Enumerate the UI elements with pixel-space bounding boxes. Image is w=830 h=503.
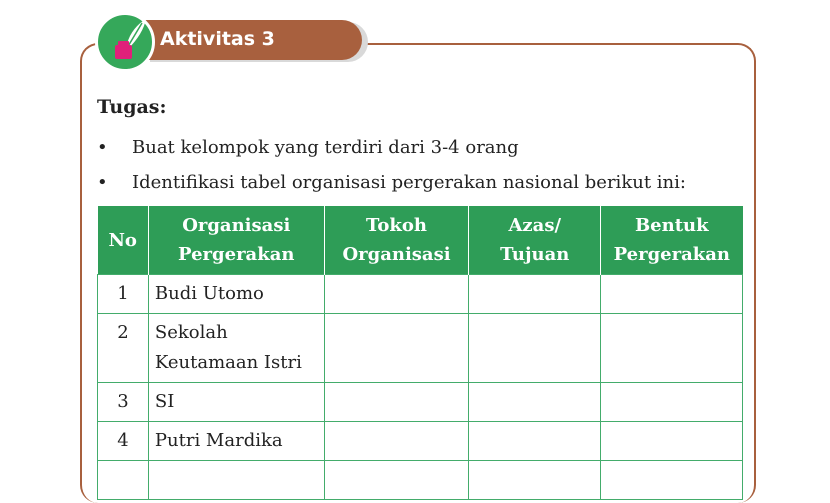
activity-title: Aktivitas 3 — [160, 28, 275, 50]
table-row — [98, 461, 743, 500]
organization-table — [97, 206, 743, 500]
row-number: 2 — [98, 314, 149, 383]
tokoh-cell — [324, 422, 469, 461]
org-name: Budi Utomo — [148, 275, 324, 314]
table-header-row — [98, 206, 743, 275]
bentuk-cell — [601, 383, 743, 422]
quill-ink-icon — [95, 12, 155, 72]
task-item: • Buat kelompok yang terdiri dari 3-4 orang — [97, 134, 686, 169]
header-azas: Azas/ Tujuan — [469, 206, 601, 275]
table-row — [98, 275, 743, 314]
azas-cell — [469, 314, 601, 383]
bentuk-cell — [601, 422, 743, 461]
task-list — [97, 134, 686, 204]
task-item: • Identifikasi tabel organisasi pergerakan nasional berikut ini: — [97, 169, 686, 204]
org-name: SI — [148, 383, 324, 422]
task-heading: Tugas: — [97, 96, 167, 118]
org-name: Sekolah Keutamaan Istri — [148, 314, 324, 383]
table-row — [98, 314, 743, 383]
row-number: 4 — [98, 422, 149, 461]
org-name: Putri Mardika — [148, 422, 324, 461]
tokoh-cell — [324, 461, 469, 500]
bentuk-cell — [601, 314, 743, 383]
row-number: 3 — [98, 383, 149, 422]
azas-cell — [469, 461, 601, 500]
azas-cell — [469, 275, 601, 314]
azas-cell — [469, 383, 601, 422]
tokoh-cell — [324, 314, 469, 383]
tokoh-cell — [324, 383, 469, 422]
header-bentuk: Bentuk Pergerakan — [601, 206, 743, 275]
header-tokoh: Tokoh Organisasi — [324, 206, 469, 275]
bentuk-cell — [601, 275, 743, 314]
table-row — [98, 422, 743, 461]
bentuk-cell — [601, 461, 743, 500]
header-organisasi: Organisasi Pergerakan — [148, 206, 324, 275]
header-no: No — [98, 206, 149, 275]
azas-cell — [469, 422, 601, 461]
row-number: 1 — [98, 275, 149, 314]
row-number — [98, 461, 149, 500]
table-row — [98, 383, 743, 422]
tokoh-cell — [324, 275, 469, 314]
org-name — [148, 461, 324, 500]
